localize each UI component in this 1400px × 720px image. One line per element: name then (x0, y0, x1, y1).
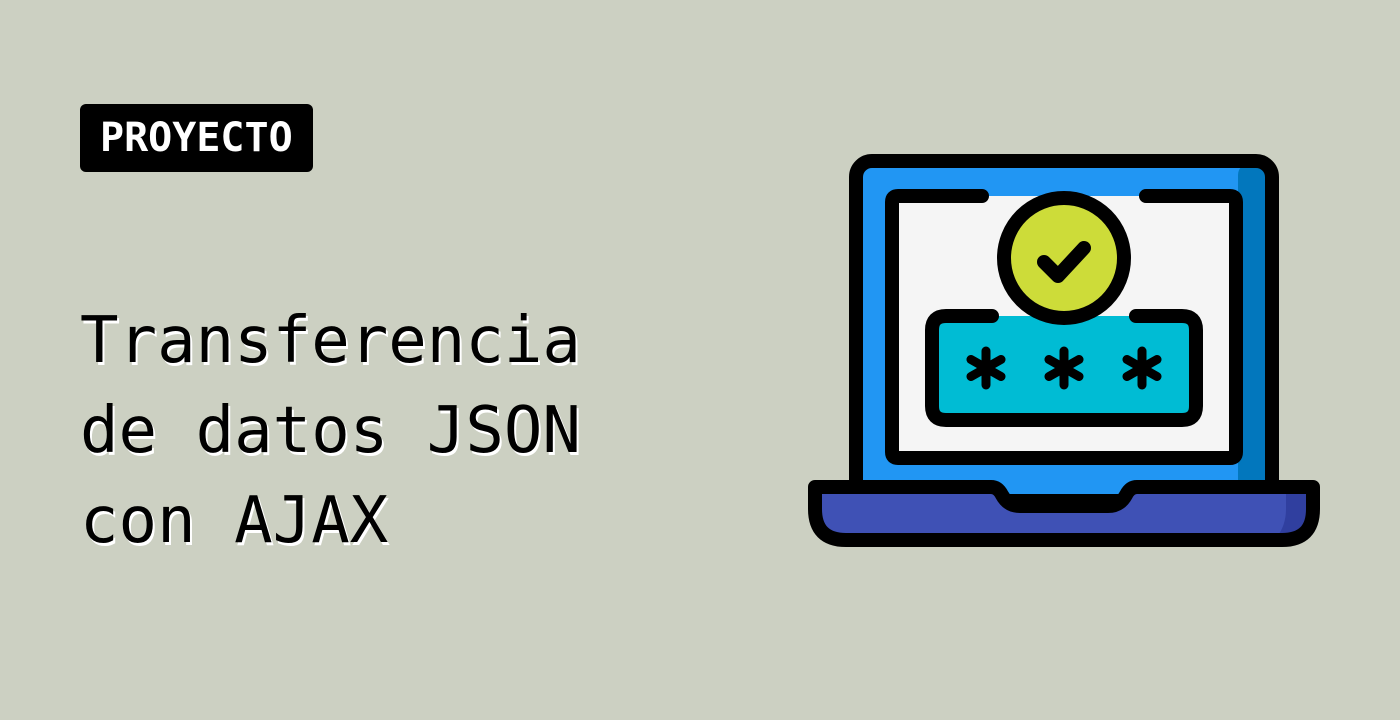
check-circle-icon (1004, 198, 1124, 318)
title-line-3: con AJAX (80, 484, 389, 558)
page-title (80, 296, 700, 566)
title-line-2: de datos JSON (80, 394, 581, 468)
laptop-password-check-icon (806, 150, 1322, 554)
project-badge-label: PROYECTO (100, 115, 293, 161)
title-line-1: Transferencia (80, 304, 581, 378)
project-badge (80, 104, 313, 172)
